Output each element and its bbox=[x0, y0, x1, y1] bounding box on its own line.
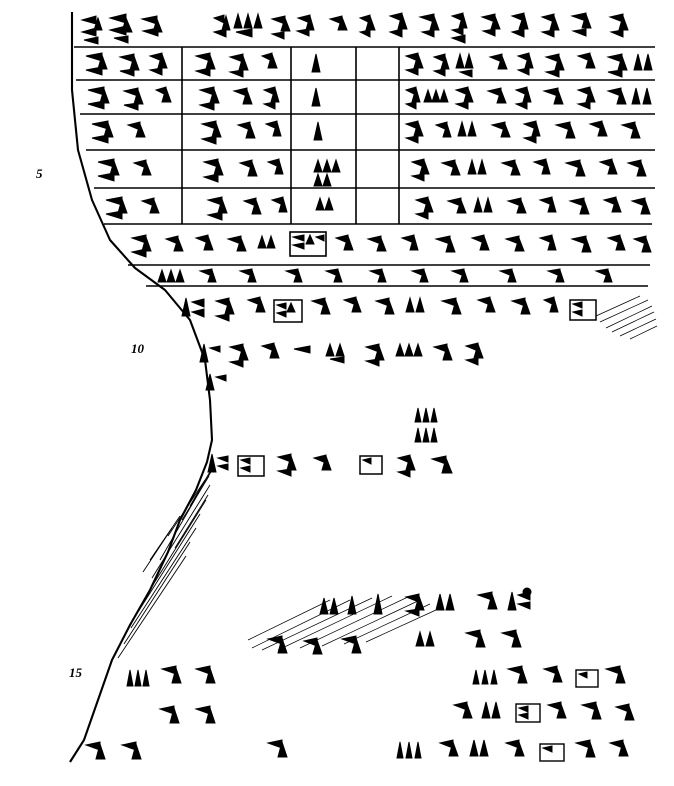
text-line-13 bbox=[208, 454, 452, 477]
text-line-12 bbox=[415, 408, 437, 442]
text-line-8 bbox=[158, 269, 612, 282]
text-line-10 bbox=[200, 343, 483, 367]
text-line-15 bbox=[268, 630, 521, 654]
text-line-2 bbox=[86, 53, 652, 77]
text-line-16 bbox=[127, 666, 625, 687]
case-ruling-lines bbox=[74, 47, 655, 286]
text-line-5 bbox=[98, 159, 646, 186]
text-line-17 bbox=[160, 702, 634, 723]
text-line-4 bbox=[92, 121, 640, 144]
text-line-14 bbox=[320, 592, 530, 616]
text-line-3 bbox=[88, 87, 651, 110]
text-line-7 bbox=[132, 232, 651, 257]
text-line-18 bbox=[86, 740, 628, 761]
line-number-15: 15 bbox=[69, 665, 82, 680]
ink-dot bbox=[523, 588, 532, 597]
text-line-1 bbox=[82, 13, 628, 44]
cuneiform-signs bbox=[82, 13, 652, 761]
line-number-5: 5 bbox=[36, 166, 43, 181]
text-line-11 bbox=[206, 374, 226, 390]
text-line-9 bbox=[182, 297, 596, 322]
text-line-6 bbox=[106, 197, 650, 220]
hatch-patch-right bbox=[596, 296, 657, 339]
line-number-10: 10 bbox=[131, 341, 144, 356]
